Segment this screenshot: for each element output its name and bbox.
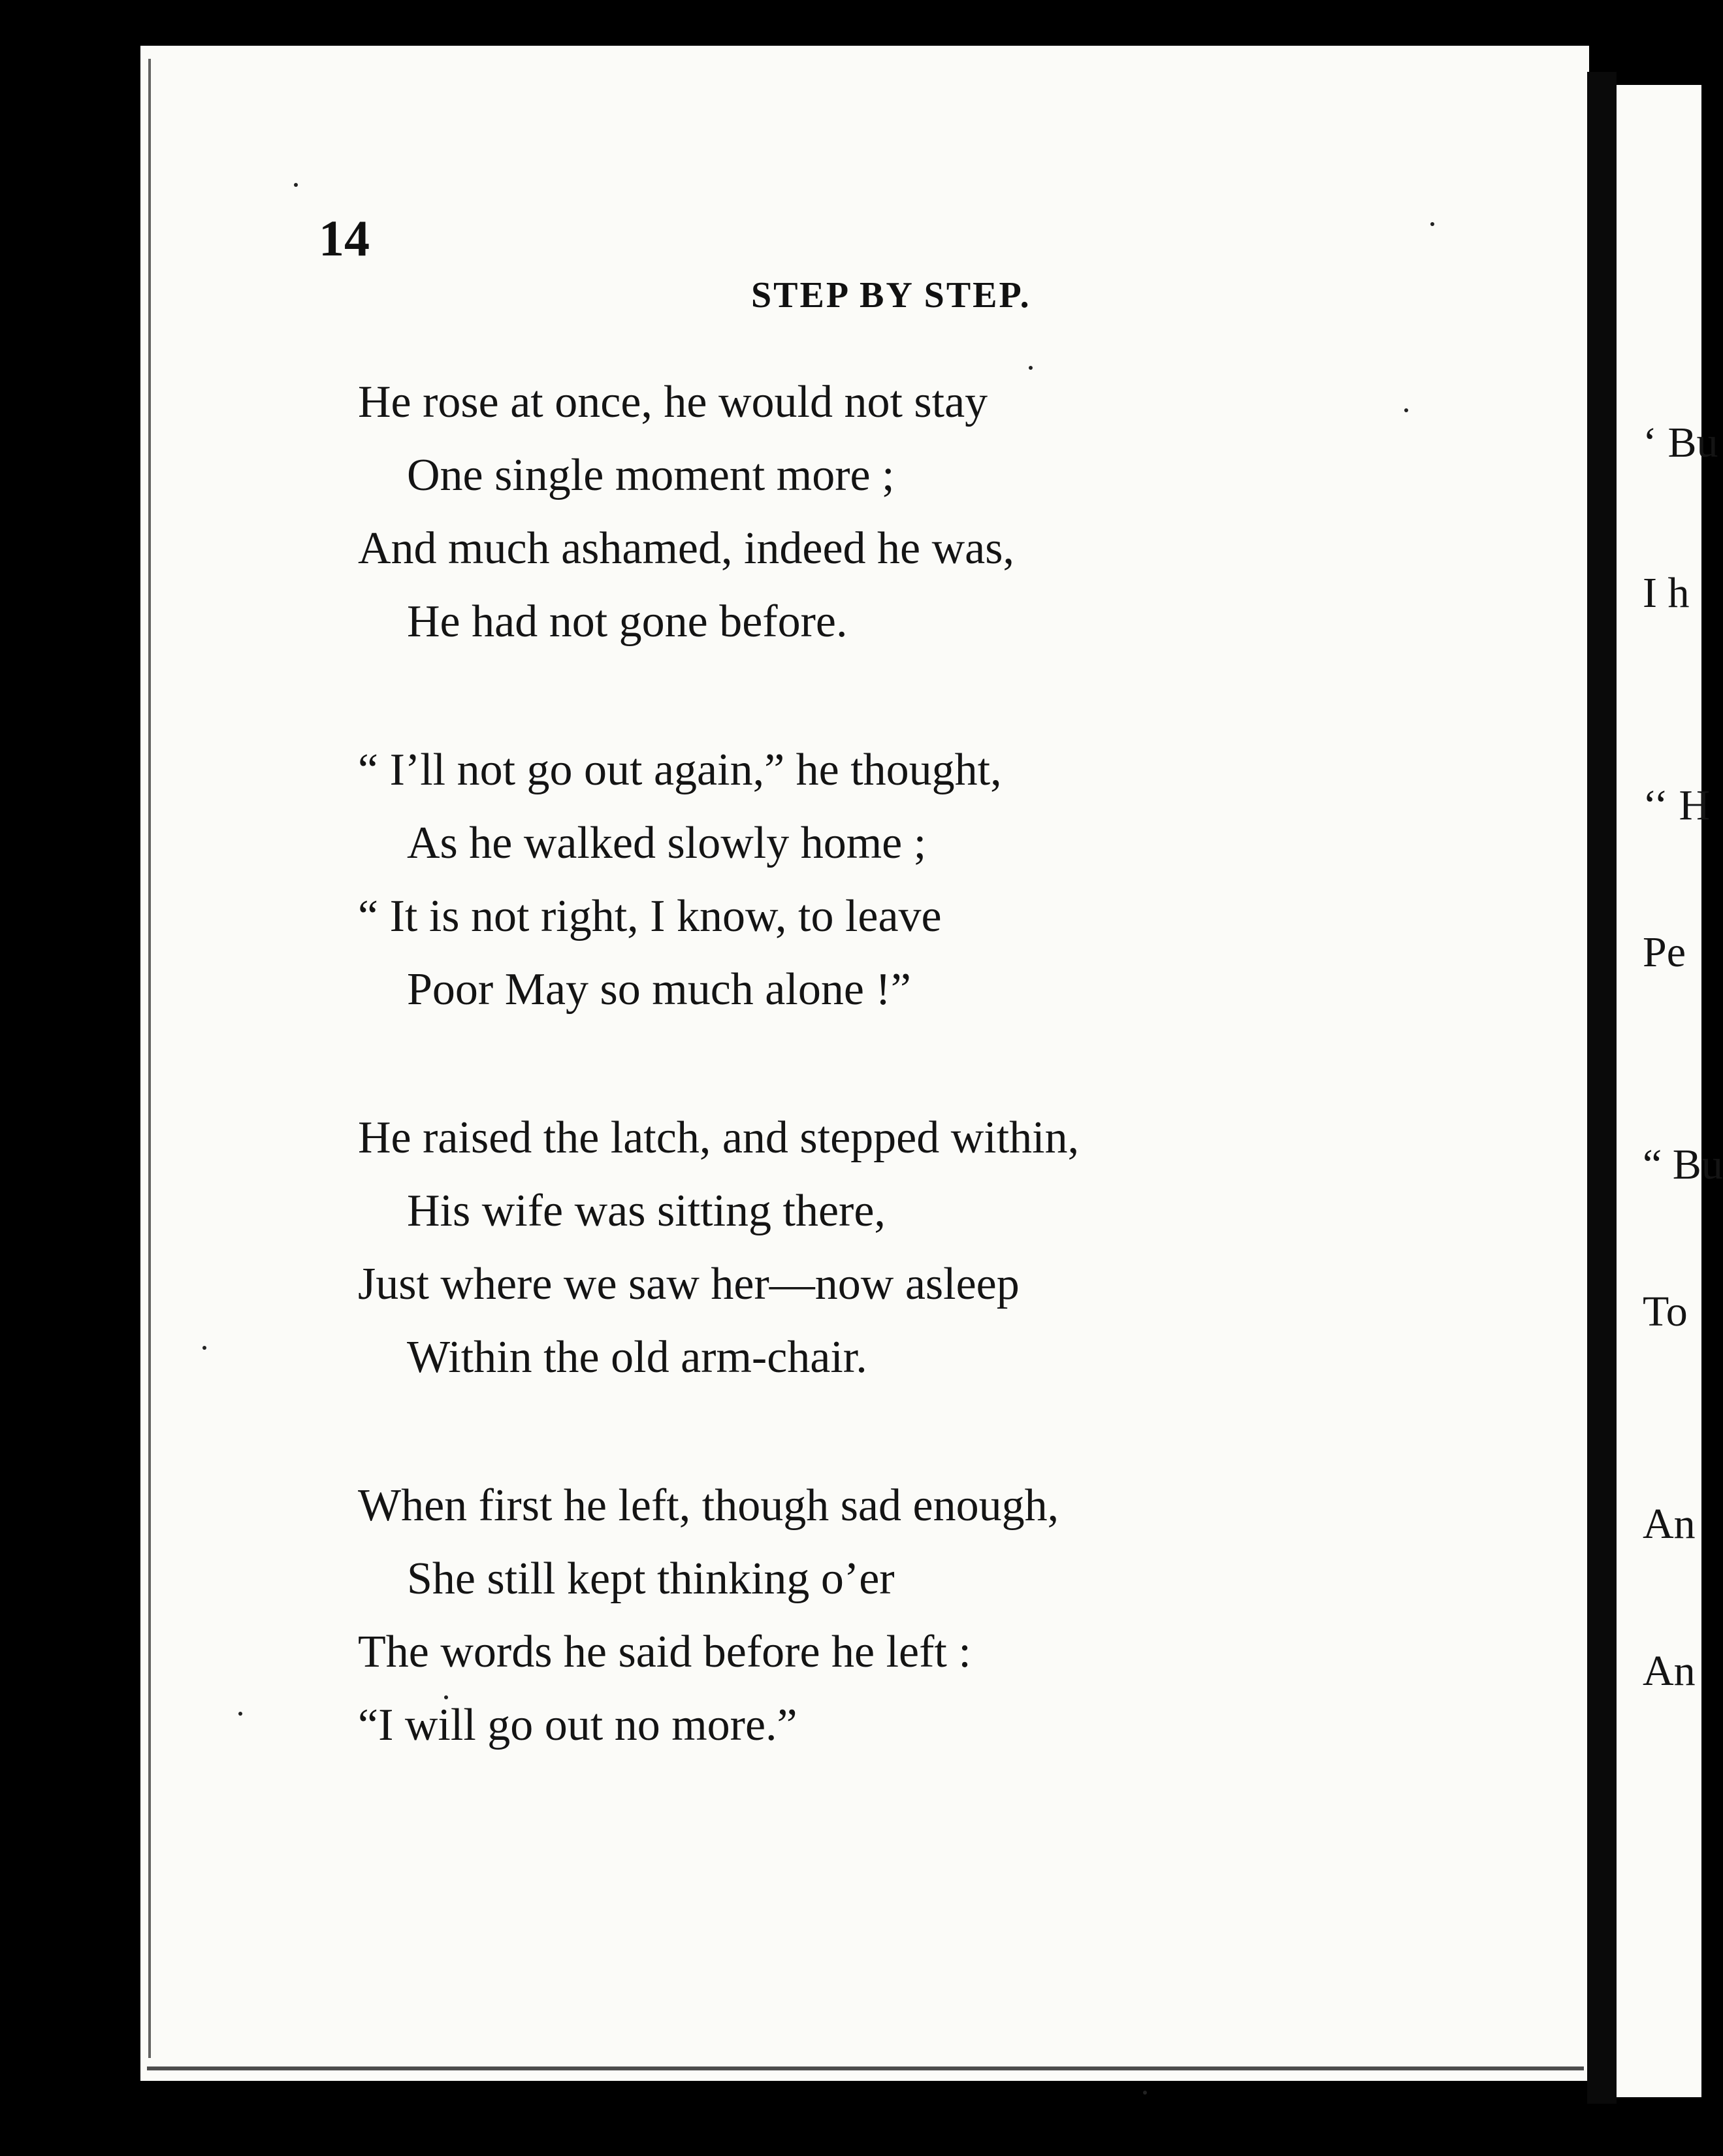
stanza	[358, 1469, 1079, 1762]
running-title: STEP BY STEP.	[751, 275, 1031, 316]
poem-line: “ I’ll not go out again,” he thought,	[358, 745, 1002, 795]
facing-page-edge	[1617, 85, 1723, 2097]
scan-speck	[1143, 2091, 1147, 2095]
facing-page-text: Pe	[1643, 928, 1686, 976]
facing-page-text: ‘ Bu	[1643, 419, 1718, 466]
facing-page-text: An	[1643, 1500, 1696, 1548]
poem-line: He had not gone before.	[407, 596, 848, 647]
facing-page-text: To	[1643, 1288, 1688, 1335]
poem-line: And much ashamed, indeed he was,	[358, 523, 1014, 574]
scan-speck	[238, 1712, 242, 1716]
stanza	[358, 1102, 1079, 1394]
page-number: 14	[319, 210, 370, 267]
poem-line: Within the old arm-chair.	[407, 1332, 867, 1382]
poem-line: “I will go out no more.”	[358, 1700, 797, 1750]
facing-page-text: “ Bu	[1643, 1141, 1723, 1188]
poem-line: He rose at once, he would not stay	[358, 377, 988, 427]
scan-speck	[202, 1346, 206, 1350]
facing-page-text: ‘‘ H	[1643, 781, 1711, 829]
poem-line: He raised the latch, and stepped within,	[358, 1113, 1080, 1163]
scan-speck	[444, 1695, 448, 1699]
poem-line: His wife was sitting there,	[407, 1186, 886, 1236]
scan-speck	[1430, 222, 1434, 226]
poem-line: She still kept thinking o’er	[407, 1554, 895, 1604]
poem	[358, 366, 1079, 1837]
scan-speck	[1404, 408, 1408, 412]
poem-line: The words he said before he left :	[358, 1627, 971, 1677]
gutter-edge	[148, 59, 151, 2058]
poem-line: When first he left, though sad enough,	[358, 1480, 1059, 1531]
stanza	[358, 734, 1079, 1026]
poem-line: Poor May so much alone !”	[407, 964, 911, 1015]
poem-line: One single moment more ;	[407, 450, 895, 500]
poem-line: Just where we saw her—now asleep	[358, 1259, 1020, 1309]
poem-line: “ It is not right, I know, to leave	[358, 891, 942, 941]
page-bottom-edge	[147, 2066, 1584, 2070]
book-spine-shadow	[1587, 72, 1617, 2104]
scan-speck	[294, 183, 298, 187]
facing-page-text: An	[1643, 1647, 1696, 1695]
stanza	[358, 366, 1079, 659]
scan-speck	[1029, 366, 1033, 370]
poem-line: As he walked slowly home ;	[407, 818, 927, 868]
facing-page-text: I h	[1643, 569, 1690, 617]
